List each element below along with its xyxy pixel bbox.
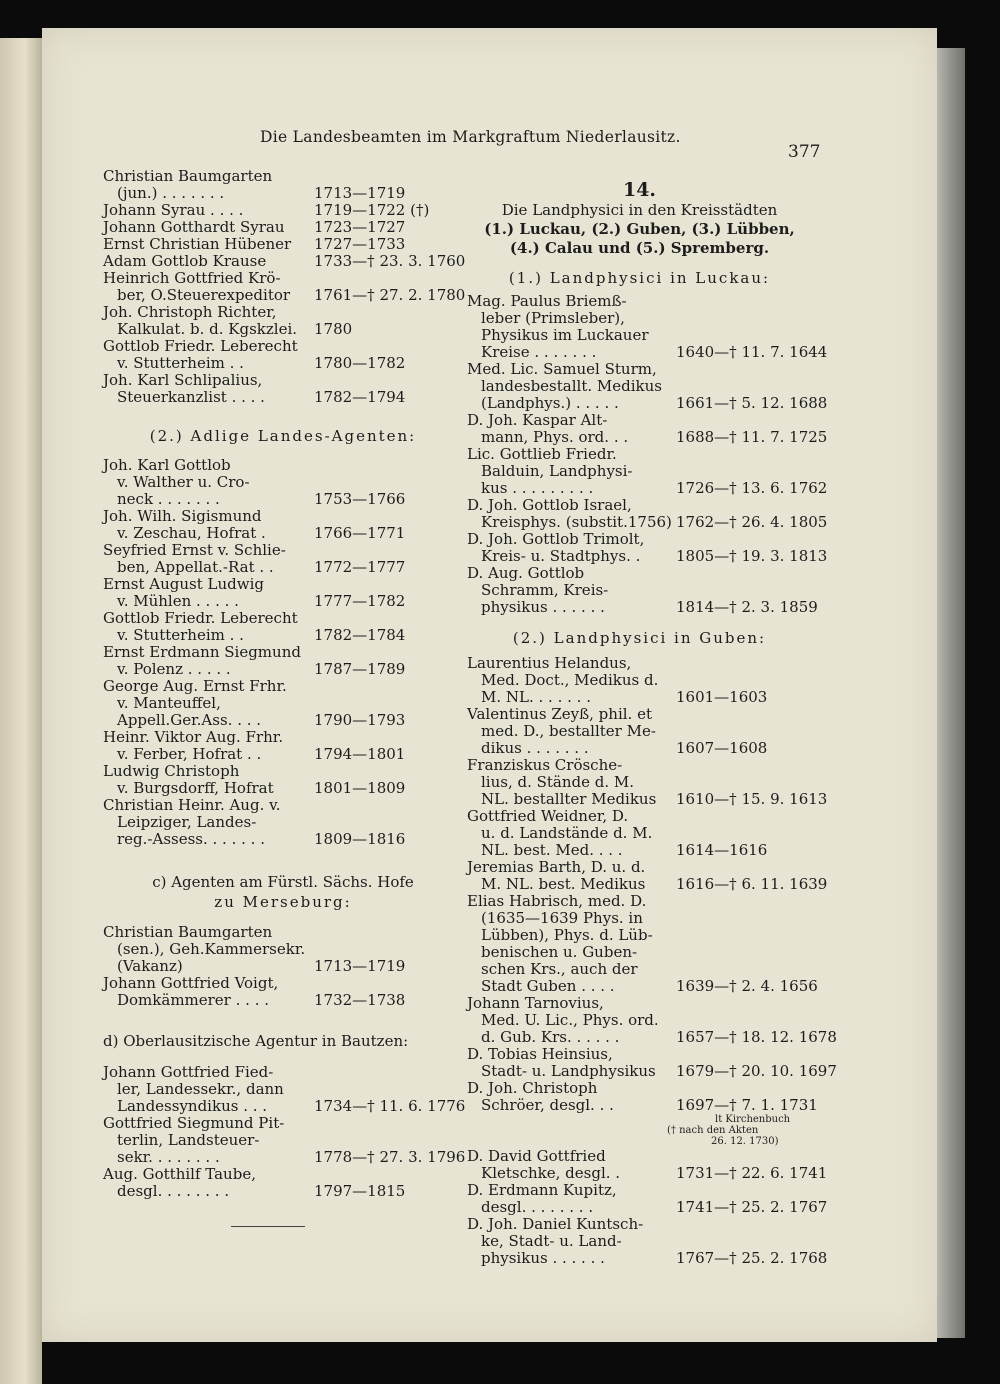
left-block-1 bbox=[103, 167, 466, 406]
entry bbox=[467, 1215, 828, 1267]
entry bbox=[467, 360, 828, 412]
entry bbox=[467, 994, 837, 1046]
entry-line: Domkämmerer . . . . bbox=[117, 991, 269, 1009]
entry-line: physikus . . . . . . bbox=[481, 598, 605, 616]
entry-dates: 1801—1809 bbox=[314, 779, 406, 797]
entry bbox=[103, 763, 463, 797]
heading-bautzen: d) Oberlausitzische Agentur in Bautzen: bbox=[103, 1032, 409, 1050]
entry-line: NL. best. Med. . . . bbox=[481, 841, 623, 859]
entry bbox=[103, 542, 463, 576]
entry-line: v. Polenz . . . . . bbox=[117, 660, 231, 678]
entry-dates: 1733—† 23. 3. 1760 bbox=[314, 252, 466, 270]
entry-line: sekr. . . . . . . . bbox=[117, 1148, 220, 1166]
entry-dates: 1616—† 6. 11. 1639 bbox=[676, 875, 828, 893]
entry bbox=[467, 564, 818, 616]
entry-line: D. David Gottfried bbox=[467, 1147, 606, 1165]
entry-line: Johann Gotthardt Syrau bbox=[103, 218, 285, 236]
entry-line: v. Walther u. Cro- bbox=[117, 473, 250, 491]
entry-line: ler, Landessekr., dann bbox=[117, 1080, 284, 1098]
entry-line: v. Stutterheim . . bbox=[117, 626, 244, 644]
entry bbox=[467, 1079, 818, 1114]
entry-line: Kalkulat. b. d. Kgskzlei. bbox=[117, 320, 298, 338]
entry-dates: 1772—1777 bbox=[314, 558, 406, 576]
entry-dates: 1797—1815 bbox=[314, 1182, 406, 1200]
entry-line: kus . . . . . . . . . bbox=[481, 479, 594, 497]
entry-line: med. D., bestallter Me- bbox=[481, 722, 656, 740]
entry-line: D. Joh. Gottlob Trimolt, bbox=[467, 530, 645, 548]
entry-line: Laurentius Helandus, bbox=[467, 654, 632, 672]
entry-line: Johann Tarnovius, bbox=[467, 994, 604, 1012]
entry bbox=[467, 411, 828, 446]
entry-dates: 1727—1733 bbox=[314, 235, 406, 253]
entry-line: Aug. Gotthilf Taube, bbox=[103, 1165, 256, 1183]
left-block-3 bbox=[103, 924, 463, 1009]
entry bbox=[467, 445, 828, 497]
right-block-3 bbox=[467, 1147, 828, 1267]
heading-merseburg: c) Agenten am Fürstl. Sächs. Hofe zu Merseburg: bbox=[152, 873, 414, 911]
entry-line: Seyfried Ernst v. Schlie- bbox=[103, 541, 286, 559]
entry-line: benischen u. Guben- bbox=[481, 943, 638, 961]
entry-line: lius, d. Stände d. M. bbox=[481, 773, 635, 791]
entry-line: mann, Phys. ord. . . bbox=[481, 428, 629, 446]
left-block-2 bbox=[103, 457, 463, 848]
entry-line: Med. Lic. Samuel Sturm, bbox=[467, 360, 657, 378]
entry-line: (sen.), Geh.Kammersekr. bbox=[117, 940, 306, 958]
entry-line: Ernst August Ludwig bbox=[103, 575, 264, 593]
entry-line: Joh. Wilh. Sigismund bbox=[103, 507, 262, 525]
entry-line: Johann Gottfried Voigt, bbox=[103, 974, 279, 992]
entry-dates: 1778—† 27. 3. 1796 bbox=[314, 1148, 466, 1166]
left-block-4 bbox=[103, 1063, 466, 1200]
entry bbox=[103, 975, 463, 1009]
entry bbox=[103, 219, 463, 236]
entry-line: Ernst Erdmann Siegmund bbox=[103, 643, 301, 661]
entry-dates: 1639—† 2. 4. 1656 bbox=[676, 977, 818, 995]
entry-line: D. Joh. Gottlob Israel, bbox=[467, 496, 632, 514]
entry bbox=[103, 610, 463, 644]
entry-line: (jun.) . . . . . . . bbox=[117, 184, 225, 202]
entry-line: v. Burgsdorff, Hofrat bbox=[117, 779, 274, 797]
entry bbox=[103, 304, 463, 338]
right-block-1 bbox=[467, 292, 828, 616]
entry bbox=[103, 678, 463, 729]
entry-line: terlin, Landsteuer- bbox=[117, 1131, 260, 1149]
entry-dates: 1657—† 18. 12. 1678 bbox=[676, 1028, 837, 1046]
entry-dates: 1790—1793 bbox=[314, 711, 406, 729]
entry-line: ben, Appellat.-Rat . . bbox=[117, 558, 274, 576]
entry-line: Gottfried Siegmund Pit- bbox=[103, 1114, 285, 1132]
entry-dates: 1809—1816 bbox=[314, 830, 406, 848]
entry-dates: 1761—† 27. 2. 1780 bbox=[314, 286, 466, 304]
entry-line: M. NL. best. Medikus bbox=[481, 875, 646, 893]
entry-dates: 1731—† 22. 6. 1741 bbox=[676, 1164, 828, 1182]
entry-line: reg.-Assess. . . . . . . bbox=[117, 830, 265, 848]
entry-dates: 1732—1738 bbox=[314, 991, 406, 1009]
entry-line: Physikus im Luckauer bbox=[481, 326, 649, 344]
entry bbox=[467, 808, 812, 859]
entry-line: Heinr. Viktor Aug. Frhr. bbox=[103, 728, 284, 746]
entry bbox=[103, 644, 463, 678]
entry bbox=[103, 269, 466, 304]
entry-line: Mag. Paulus Briemß- bbox=[467, 292, 627, 310]
entry-line: landesbestallt. Medikus bbox=[481, 377, 662, 395]
entry-line: Christian Baumgarten bbox=[103, 167, 273, 185]
entry bbox=[103, 576, 463, 610]
entry bbox=[103, 1166, 463, 1200]
running-title: Die Landesbeamten im Markgraftum Niederlausitz. bbox=[260, 128, 681, 146]
entry-line: Joh. Karl Gottlob bbox=[103, 456, 231, 474]
entry-line: Kletschke, desgl. . bbox=[481, 1164, 621, 1182]
entry-dates: 1601—1603 bbox=[676, 688, 768, 706]
entry bbox=[103, 508, 463, 542]
right-column bbox=[467, 176, 837, 1267]
entry-line: leber (Primsleber), bbox=[481, 309, 625, 327]
entry-line: Lic. Gottlieb Friedr. bbox=[467, 445, 617, 463]
entry-line: v. Manteuffel, bbox=[117, 694, 221, 712]
entry-dates: 1719—1722 (†) bbox=[314, 201, 430, 219]
entry-line: d. Gub. Krs. . . . . . bbox=[481, 1028, 620, 1046]
entry bbox=[467, 655, 812, 706]
entry bbox=[103, 372, 463, 406]
section-end-rule bbox=[231, 1226, 305, 1227]
entry bbox=[103, 457, 463, 508]
entry bbox=[103, 924, 463, 975]
entry-line: Appell.Ger.Ass. . . . bbox=[117, 711, 262, 729]
entry-line: D. Joh. Kaspar Alt- bbox=[467, 411, 608, 429]
entry bbox=[467, 1147, 828, 1182]
entry-dates: 1607—1608 bbox=[676, 739, 768, 757]
entry-line: Med. U. Lic., Phys. ord. bbox=[481, 1011, 659, 1029]
entry bbox=[467, 1045, 837, 1080]
entry-line: desgl. . . . . . . . bbox=[481, 1198, 594, 1216]
entry-line: schen Krs., auch der bbox=[481, 960, 638, 978]
entry-line: D. Joh. Christoph bbox=[467, 1079, 598, 1097]
entry-line: Joh. Karl Schlipalius, bbox=[103, 371, 263, 389]
entry-line: Leipziger, Landes- bbox=[117, 813, 257, 831]
entry-line: Christian Baumgarten bbox=[103, 923, 273, 941]
entry-line: Stadt Guben . . . . bbox=[481, 977, 615, 995]
entry-line: Franziskus Crösche- bbox=[467, 756, 623, 774]
right-block-2 bbox=[467, 654, 837, 1114]
entry bbox=[103, 236, 463, 253]
entry-line: dikus . . . . . . . bbox=[481, 739, 589, 757]
entry bbox=[103, 202, 463, 219]
entry-dates: 1777—1782 bbox=[314, 592, 406, 610]
entry-line: desgl. . . . . . . . bbox=[117, 1182, 230, 1200]
entry-dates: 1787—1789 bbox=[314, 660, 406, 678]
entry bbox=[103, 1063, 466, 1115]
entry-dates: 1661—† 5. 12. 1688 bbox=[676, 394, 828, 412]
entry bbox=[467, 1181, 828, 1216]
entry-line: Kreisphys. (substit.1756) bbox=[481, 513, 672, 531]
entry bbox=[467, 530, 828, 565]
page-number: 377 bbox=[788, 142, 821, 162]
subheading-luckau: (1.) Landphysici in Luckau: bbox=[508, 269, 771, 287]
entry-line: Gottlob Friedr. Leberecht bbox=[103, 337, 298, 355]
entry-line: Steuerkanzlist . . . . bbox=[117, 388, 265, 406]
entry-line: D. Joh. Daniel Kuntsch- bbox=[467, 1215, 644, 1233]
entry-dates: 1782—1784 bbox=[314, 626, 406, 644]
entry-line: Johann Gottfried Fied- bbox=[103, 1063, 274, 1081]
entry-dates: 1697—† 7. 1. 1731 bbox=[676, 1096, 818, 1114]
entry-dates: 1679—† 20. 10. 1697 bbox=[676, 1062, 837, 1080]
entry-dates: 1610—† 15. 9. 1613 bbox=[676, 790, 828, 808]
section-number: 14. bbox=[622, 179, 657, 201]
entry-line: Balduin, Landphysi- bbox=[481, 462, 633, 480]
entry-dates: 1713—1719 bbox=[314, 957, 406, 975]
entry-dates: 1805—† 19. 3. 1813 bbox=[676, 547, 828, 565]
entry-line: D. Aug. Gottlob bbox=[467, 564, 585, 582]
entry-line: Schramm, Kreis- bbox=[481, 581, 609, 599]
entry-line: Elias Habrisch, med. D. bbox=[467, 892, 647, 910]
entry-line: Ludwig Christoph bbox=[103, 762, 240, 780]
subheading-guben: (2.) Landphysici in Guben: bbox=[512, 629, 767, 647]
entry bbox=[467, 756, 828, 808]
entry-line: v. Stutterheim . . bbox=[117, 354, 244, 372]
entry-line: neck . . . . . . . bbox=[117, 490, 220, 508]
entry bbox=[467, 858, 828, 893]
entry-dates: 1766—1771 bbox=[314, 524, 406, 542]
entry-line: D. Erdmann Kupitz, bbox=[467, 1181, 617, 1199]
entry bbox=[103, 338, 463, 372]
entry-line: Gottlob Friedr. Leberecht bbox=[103, 609, 298, 627]
entry-line: Adam Gottlob Krause bbox=[103, 252, 267, 270]
entry-line: Landessyndikus . . . bbox=[117, 1097, 268, 1115]
entry bbox=[467, 706, 812, 757]
entry bbox=[103, 1114, 466, 1166]
entry-line: Johann Syrau . . . . bbox=[103, 201, 244, 219]
left-column bbox=[103, 167, 466, 1227]
entry-line: Jeremias Barth, D. u. d. bbox=[467, 858, 646, 876]
heading-adlige-agenten: (2.) Adlige Landes-Agenten: bbox=[149, 427, 417, 445]
entry-line: physikus . . . . . . bbox=[481, 1249, 605, 1267]
entry-line: Gottfried Weidner, D. bbox=[467, 807, 629, 825]
entry-line: ke, Stadt- u. Land- bbox=[481, 1232, 622, 1250]
entry-dates: 1780—1782 bbox=[314, 354, 406, 372]
entry-dates: 1814—† 2. 3. 1859 bbox=[676, 598, 818, 616]
entry bbox=[103, 168, 463, 202]
entry-line: u. d. Landstände d. M. bbox=[481, 824, 653, 842]
entry-line: George Aug. Ernst Frhr. bbox=[103, 677, 287, 695]
entry-line: Schröer, desgl. . . bbox=[481, 1096, 614, 1114]
entry-line: Valentinus Zeyß, phil. et bbox=[467, 705, 652, 723]
entry-dates: 1780 bbox=[314, 320, 353, 338]
entry-dates: 1640—† 11. 7. 1644 bbox=[676, 343, 828, 361]
entry-line: Kreise . . . . . . . bbox=[481, 343, 597, 361]
entry-dates: 1713—1719 bbox=[314, 184, 406, 202]
left-page-edge bbox=[0, 38, 42, 1384]
entry-line: (1635—1639 Phys. in bbox=[481, 909, 643, 927]
entry-dates: 1794—1801 bbox=[314, 745, 406, 763]
entry-dates: 1782—1794 bbox=[314, 388, 406, 406]
section-title: Die Landphysici in den Kreisstädten (1.) Luckau, (2.) Guben, (3.) Lübben, (4.) Calau und (5.) Spremberg. bbox=[484, 201, 795, 257]
entry bbox=[103, 252, 466, 270]
entry-line: Ernst Christian Hübener bbox=[103, 235, 292, 253]
entry-line: Stadt- u. Landphysikus bbox=[481, 1062, 656, 1080]
entry bbox=[467, 292, 828, 361]
entry bbox=[467, 496, 828, 531]
footnote-kirchenbuch: lt Kirchenbuch († nach den Akten 26. 12. 1730) bbox=[667, 1114, 791, 1147]
entry bbox=[103, 797, 463, 848]
entry-line: Kreis- u. Stadtphys. . bbox=[481, 547, 641, 565]
entry-dates: 1753—1766 bbox=[314, 490, 406, 508]
entry-line: v. Mühlen . . . . . bbox=[117, 592, 239, 610]
entry-line: Med. Doct., Medikus d. bbox=[481, 671, 659, 689]
entry-line: Lübben), Phys. d. Lüb- bbox=[481, 926, 653, 944]
entry-dates: 1734—† 11. 6. 1776 bbox=[314, 1097, 466, 1115]
entry-dates: 1614—1616 bbox=[676, 841, 768, 859]
entry-dates: 1726—† 13. 6. 1762 bbox=[676, 479, 828, 497]
entry-dates: 1767—† 25. 2. 1768 bbox=[676, 1249, 828, 1267]
entry-line: v. Ferber, Hofrat . . bbox=[117, 745, 262, 763]
entry-dates: 1688—† 11. 7. 1725 bbox=[676, 428, 828, 446]
entry-line: D. Tobias Heinsius, bbox=[467, 1045, 613, 1063]
entry bbox=[103, 729, 463, 763]
entry-line: v. Zeschau, Hofrat . bbox=[117, 524, 266, 542]
entry-line: NL. bestallter Medikus bbox=[481, 790, 657, 808]
entry bbox=[467, 892, 818, 995]
entry-dates: 1741—† 25. 2. 1767 bbox=[676, 1198, 828, 1216]
entry-line: M. NL. . . . . . . bbox=[481, 688, 591, 706]
entry-line: ber, O.Steuerexpeditor bbox=[117, 286, 291, 304]
book-cover-edge bbox=[935, 48, 965, 1338]
entry-line: (Vakanz) bbox=[117, 957, 183, 975]
entry-line: Christian Heinr. Aug. v. bbox=[103, 796, 281, 814]
entry-line: Joh. Christoph Richter, bbox=[103, 303, 277, 321]
entry-dates: 1762—† 26. 4. 1805 bbox=[676, 513, 828, 531]
entry-dates: 1723—1727 bbox=[314, 218, 406, 236]
entry-line: (Landphys.) . . . . . bbox=[481, 394, 619, 412]
entry-line: Heinrich Gottfried Krö- bbox=[103, 269, 281, 287]
